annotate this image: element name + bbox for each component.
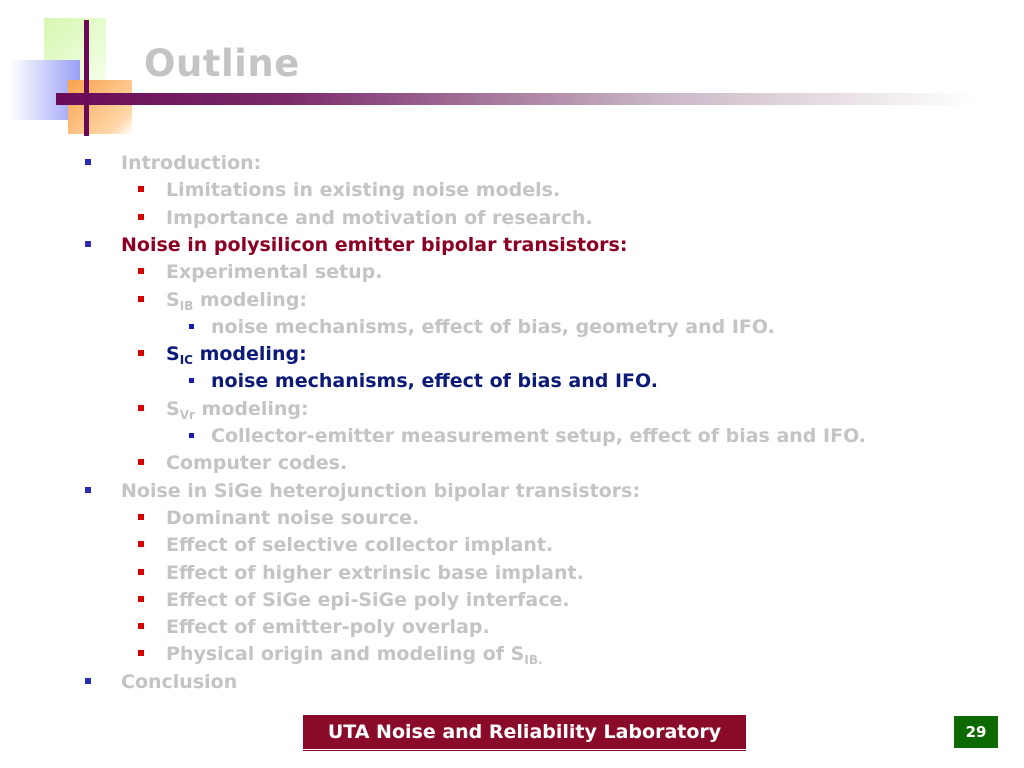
outline-item-text: Noise in SiGe heterojunction bipolar transistors: bbox=[121, 479, 641, 502]
bullet-icon bbox=[138, 186, 144, 192]
outline-item-current-topic bbox=[211, 368, 658, 394]
bullet-icon bbox=[138, 350, 144, 356]
outline-item-text: Collector-emitter measurement setup, effect of bias and IFO. bbox=[211, 425, 867, 447]
outline-item-text: S bbox=[166, 397, 180, 420]
outline-item-text-after: modeling: bbox=[194, 397, 309, 420]
bullet-icon bbox=[138, 650, 144, 656]
bullet-icon bbox=[85, 678, 91, 684]
outline-item-text: Effect of emitter-poly overlap. bbox=[166, 616, 490, 639]
decorative-orange-square bbox=[68, 80, 132, 134]
outline-item-current-section bbox=[121, 232, 627, 258]
outline-item-text: Conclusion bbox=[121, 670, 238, 693]
outline-item-text: Effect of higher extrinsic base implant. bbox=[166, 561, 584, 584]
decorative-vertical-line bbox=[84, 20, 89, 136]
outline-item-text: Introduction: bbox=[121, 152, 262, 174]
slide-title: Outline bbox=[144, 42, 300, 85]
outline-item-text: Limitations in existing noise models. bbox=[166, 179, 561, 202]
bullet-icon bbox=[138, 514, 144, 520]
bullet-icon bbox=[138, 459, 144, 465]
bullet-icon bbox=[189, 433, 194, 438]
bullet-icon bbox=[85, 159, 91, 165]
outline-item-text-after: modeling: bbox=[193, 288, 308, 311]
bullet-icon bbox=[138, 623, 144, 629]
bullet-icon bbox=[138, 268, 144, 274]
outline-item-subscript: IB. bbox=[524, 653, 543, 668]
footer-underline bbox=[303, 750, 746, 751]
bullet-icon bbox=[138, 405, 144, 411]
outline-item-text: Importance and motivation of research. bbox=[166, 206, 593, 229]
outline-item bbox=[166, 614, 490, 640]
outline-item bbox=[121, 669, 237, 695]
outline-item-text: Dominant noise source. bbox=[166, 506, 420, 529]
outline-item bbox=[121, 150, 261, 176]
outline-item bbox=[166, 505, 419, 531]
outline-item bbox=[166, 259, 382, 285]
outline-item-text: S bbox=[166, 288, 180, 311]
page-number: 29 bbox=[954, 716, 998, 748]
outline-item-text: Effect of selective collector implant. bbox=[166, 534, 554, 557]
outline-item bbox=[211, 314, 775, 340]
bullet-icon bbox=[189, 324, 194, 329]
outline-item-text: noise mechanisms, effect of bias, geometry and IFO. bbox=[211, 315, 775, 338]
outline-item-subscript: IB bbox=[179, 298, 194, 313]
bullet-icon bbox=[138, 214, 144, 220]
bullet-icon bbox=[138, 569, 144, 575]
bullet-icon bbox=[138, 541, 144, 547]
outline-item-text: Effect of SiGe epi-SiGe poly interface. bbox=[166, 588, 570, 611]
bullet-icon bbox=[138, 596, 144, 602]
outline-item-text: Computer codes. bbox=[166, 452, 348, 475]
bullet-icon bbox=[138, 296, 144, 302]
outline-item bbox=[166, 450, 347, 476]
outline-item-subscript: Vr bbox=[179, 407, 195, 422]
outline-item bbox=[166, 177, 560, 203]
outline-item bbox=[166, 587, 570, 613]
outline-item-text: Physical origin and modeling of S bbox=[166, 643, 525, 666]
outline-item-text: S bbox=[166, 343, 180, 366]
outline-item-text: Experimental setup. bbox=[166, 261, 383, 284]
bullet-icon bbox=[85, 241, 91, 247]
bullet-icon bbox=[189, 378, 194, 383]
outline-item bbox=[211, 423, 866, 449]
outline-item-text: noise mechanisms, effect of bias and IFO. bbox=[211, 370, 658, 393]
outline-item-text: Noise in polysilicon emitter bipolar transistors: bbox=[121, 233, 628, 256]
footer-lab-name: UTA Noise and Reliability Laboratory bbox=[303, 715, 746, 749]
title-underline-bar bbox=[56, 93, 976, 105]
bullet-icon bbox=[85, 487, 91, 493]
outline-item bbox=[166, 205, 593, 231]
outline-item-subscript: IC bbox=[179, 353, 193, 368]
outline-item-text-after: modeling: bbox=[192, 343, 307, 366]
outline-item bbox=[166, 560, 584, 586]
outline-item bbox=[166, 532, 553, 558]
outline-item bbox=[121, 478, 640, 504]
